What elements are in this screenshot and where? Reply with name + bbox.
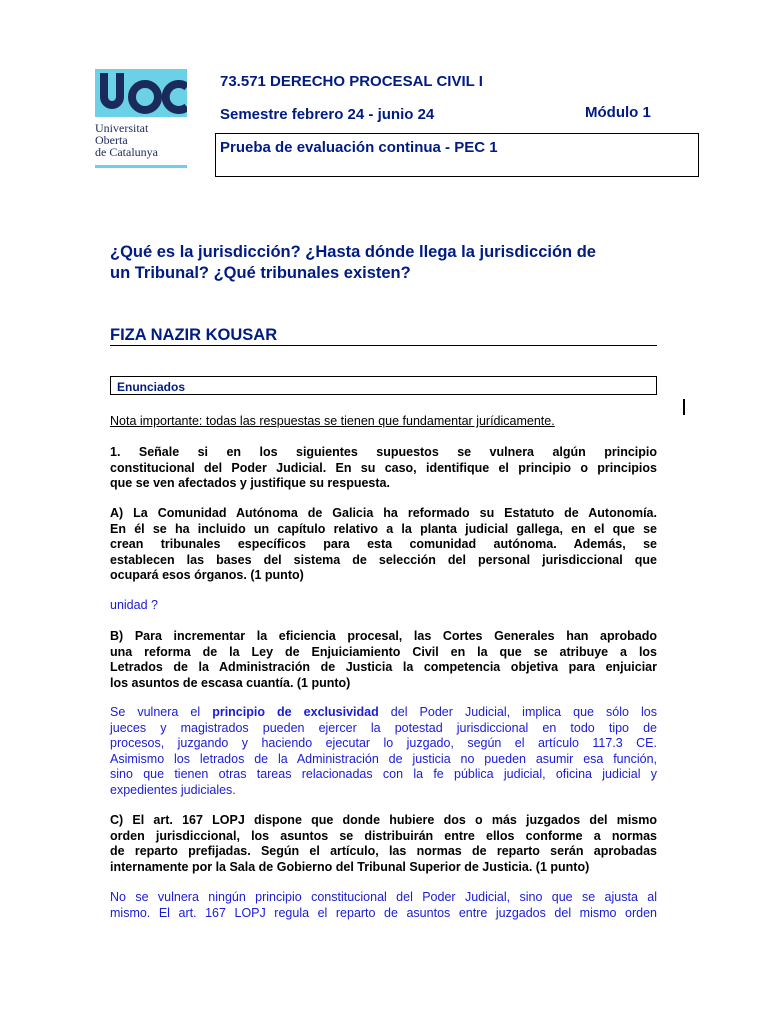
question-line: los asuntos de escasa cuantía. (1 punto) bbox=[110, 675, 351, 690]
logo-line: Universitat bbox=[95, 121, 149, 135]
pec-title: Prueba de evaluación continua - PEC 1 bbox=[220, 139, 498, 156]
question-line: establecen las bases del sistema de selección del personal jurisdiccional que bbox=[110, 552, 657, 567]
section-box bbox=[110, 376, 657, 395]
question-line: En él se ha incluido un capítulo relativo a la planta judicial gallega, en el que se bbox=[110, 521, 657, 536]
answer-b bbox=[110, 705, 657, 798]
question-line: B) Para incrementar la eficiencia procesal, las Cortes Generales han aprobado bbox=[110, 629, 657, 643]
question-b bbox=[110, 629, 657, 691]
logo-underline bbox=[95, 165, 187, 168]
logo-line: de Catalunya bbox=[95, 145, 158, 159]
main-question-line: ¿Qué es la jurisdicción? ¿Hasta dónde llega la jurisdicción de bbox=[110, 243, 596, 261]
question-line: C) El art. 167 LOPJ dispone que donde hubiere dos o más juzgados del mismo bbox=[110, 813, 657, 827]
question-line: ocupará esos órganos. (1 punto) bbox=[110, 568, 304, 582]
question-line: internamente por la Sala de Gobierno del Tribunal Superior de Justicia. (1 punto) bbox=[110, 859, 590, 874]
question-c bbox=[110, 813, 657, 875]
principle-highlight: principio de exclusividad bbox=[212, 705, 379, 719]
main-question bbox=[110, 242, 660, 284]
question-1 bbox=[110, 445, 657, 492]
question-line: de reparto prefijadas. Según el artículo, las normas de reparto serán aprobadas bbox=[110, 844, 657, 858]
author-name: FIZA NAZIR KOUSAR bbox=[110, 326, 278, 344]
question-a bbox=[110, 506, 657, 584]
question-line: orden jurisdiccional, los asuntos se distribuirán entre ellos conforme a normas bbox=[110, 828, 657, 843]
important-note: Nota importante: todas las respuestas se tienen que fundamentar jurídicamente. bbox=[110, 414, 555, 428]
answer-line bbox=[110, 705, 657, 721]
module-label: Módulo 1 bbox=[585, 104, 651, 121]
question-line: constitucional del Poder Judicial. En su caso, identifique el principio o principios bbox=[110, 460, 657, 475]
answer-line: expedientes judiciales. bbox=[110, 782, 236, 797]
answer-line: procesos, juzgando y haciendo ejecutar lo juzgado, según el artículo 117.3 CE. bbox=[110, 736, 657, 750]
answer-line: No se vulnera ningún principio constitucional del Poder Judicial, sino que se ajusta al bbox=[110, 890, 657, 904]
answer-line: mismo. El art. 167 LOPJ regula el reparto de asuntos entre juzgados del mismo orden bbox=[110, 905, 657, 920]
answer-text: del Poder Judicial, implica que sólo los bbox=[378, 705, 658, 719]
uoc-logo bbox=[95, 69, 187, 117]
question-line: una reforma de la Ley de Enjuiciamiento Civil en la que se atribuye a los bbox=[110, 644, 657, 659]
answer-text: Se vulnera el bbox=[110, 705, 213, 719]
course-title: 73.571 DERECHO PROCESAL CIVIL I bbox=[220, 73, 483, 90]
main-question-line: un Tribunal? ¿Qué tribunales existen? bbox=[110, 264, 411, 282]
logo-text bbox=[95, 122, 158, 158]
answer-line: sino que tienen otras tareas relacionadas con la fe pública judicial, oficina judicial y bbox=[110, 767, 657, 781]
section-label: Enunciados bbox=[117, 380, 186, 394]
answer-a: unidad ? bbox=[110, 598, 158, 612]
question-line: 1. Señale si en los siguientes supuestos se vulnera algún principio bbox=[110, 445, 657, 459]
question-line: A) La Comunidad Autónoma de Galicia ha reformado su Estatuto de Autonomía. bbox=[110, 506, 657, 520]
answer-line: jueces y magistrados pueden ejercer la potestad jurisdiccional en todo tipo de bbox=[110, 720, 657, 735]
answer-c bbox=[110, 890, 657, 921]
question-line: Letrados de la Administración de Justicia la competencia objetiva para enjuiciar bbox=[110, 660, 657, 674]
answer-line: Asimismo los letrados de la Administración de justicia no pueden asumir esa función, bbox=[110, 751, 657, 766]
logo-line: Oberta bbox=[95, 133, 128, 147]
question-line: que se ven afectados y justifique su respuesta. bbox=[110, 476, 390, 490]
text-cursor bbox=[683, 399, 685, 415]
semester: Semestre febrero 24 - junio 24 bbox=[220, 106, 435, 123]
question-line: crean tribunales específicos para esta comunidad autónoma. Además, se bbox=[110, 537, 657, 551]
author-underline bbox=[110, 345, 657, 346]
